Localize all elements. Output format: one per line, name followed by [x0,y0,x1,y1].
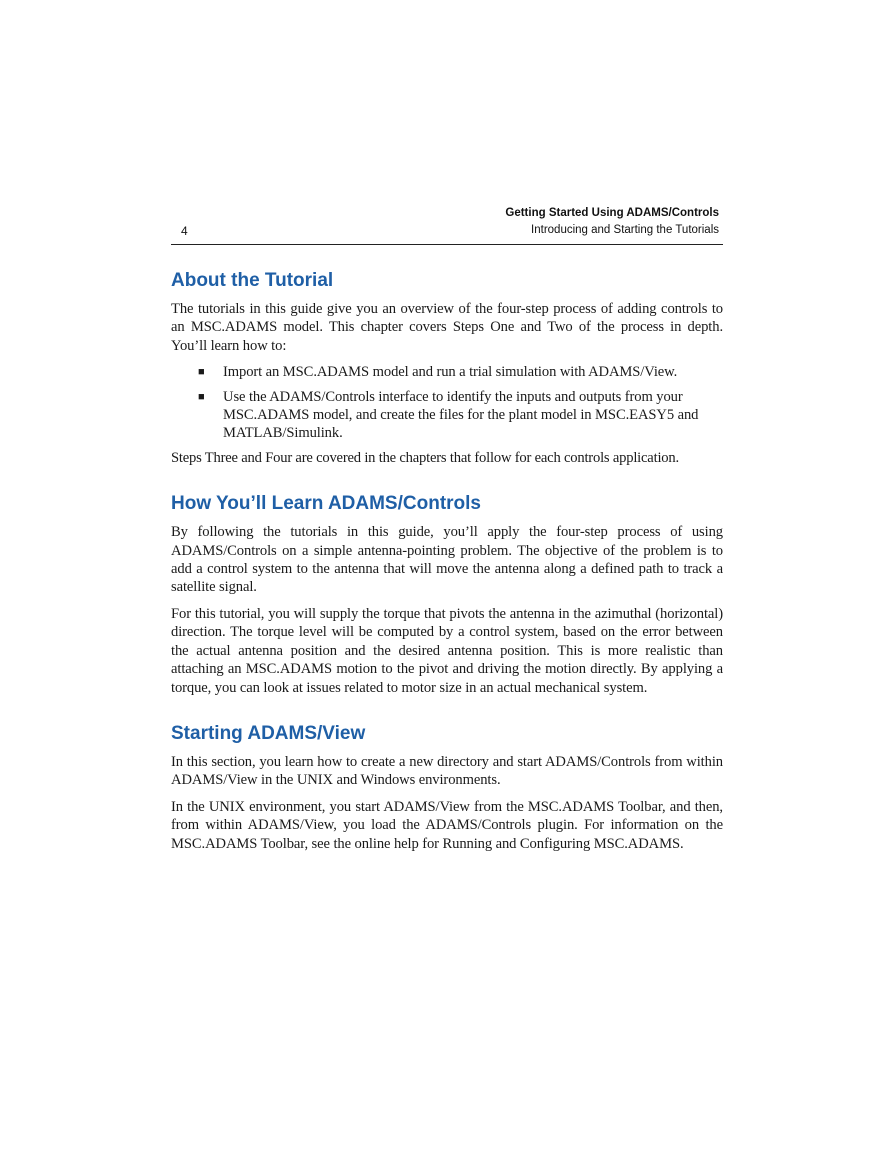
paragraph: Steps Three and Four are covered in the chapters that follow for each controls application. [171,449,679,466]
list-item [171,388,723,443]
page-content [171,268,723,877]
section-heading: About the Tutorial [171,270,334,291]
bullet-list [171,363,723,443]
book-title: Getting Started Using ADAMS/Controls [505,207,719,219]
section-how-youll-learn [171,491,723,697]
list-item [171,363,723,381]
list-item-text: Import an MSC.ADAMS model and run a trial simulation with ADAMS/View. [223,364,678,381]
paragraph: The tutorials in this guide give you an overview of the four-step process of adding controls to an MSC.ADAMS model. This chapter covers Steps One and Two of the process in depth. You’ll learn how to: [171,301,723,354]
paragraph: By following the tutorials in this guide, you’ll apply the four-step process of using ADAMS/Controls on a simple antenna-pointing problem. The objective of the problem is to add a control system to the antenna that will move the antenna along a defined path to track a satellite signal. [171,524,723,596]
section-about-tutorial [171,268,723,467]
page-number: 4 [181,224,188,238]
section-heading: How You’ll Learn ADAMS/Controls [171,493,481,515]
square-bullet-icon: ■ [198,390,205,403]
paragraph: In the UNIX environment, you start ADAMS/View from the MSC.ADAMS Toolbar, and then, from within ADAMS/View, you load the ADAMS/Controls plugin. For information on the MSC.ADAMS Toolbar, see the online help for Running and Configuring MSC.ADAMS. [171,798,723,852]
list-item-text: Use the ADAMS/Controls interface to identify the inputs and outputs from your MSC.ADAMS model, and create the files for the plant model in MSC.EASY5 and MATLAB/Simulink. [223,388,699,442]
paragraph: In this section, you learn how to create a new directory and start ADAMS/Controls from within ADAMS/View in the UNIX and Windows environments. [171,753,723,789]
page-header [171,206,723,245]
square-bullet-icon: ■ [198,366,205,379]
chapter-title: Introducing and Starting the Tutorials [531,224,719,236]
paragraph: For this tutorial, you will supply the torque that pivots the antenna in the azimuthal (horizontal) direction. The torque level will be computed by a control system, based on the error between the actual antenna position and the desired antenna position. This is more realistic than attaching an MSC.ADAMS motion to the pivot and driving the motion directly. By applying a torque, you can look at issues related to motor size in an actual mechanical system. [171,605,723,696]
section-starting-adams-view [171,721,723,853]
section-heading: Starting ADAMS/View [171,722,366,744]
